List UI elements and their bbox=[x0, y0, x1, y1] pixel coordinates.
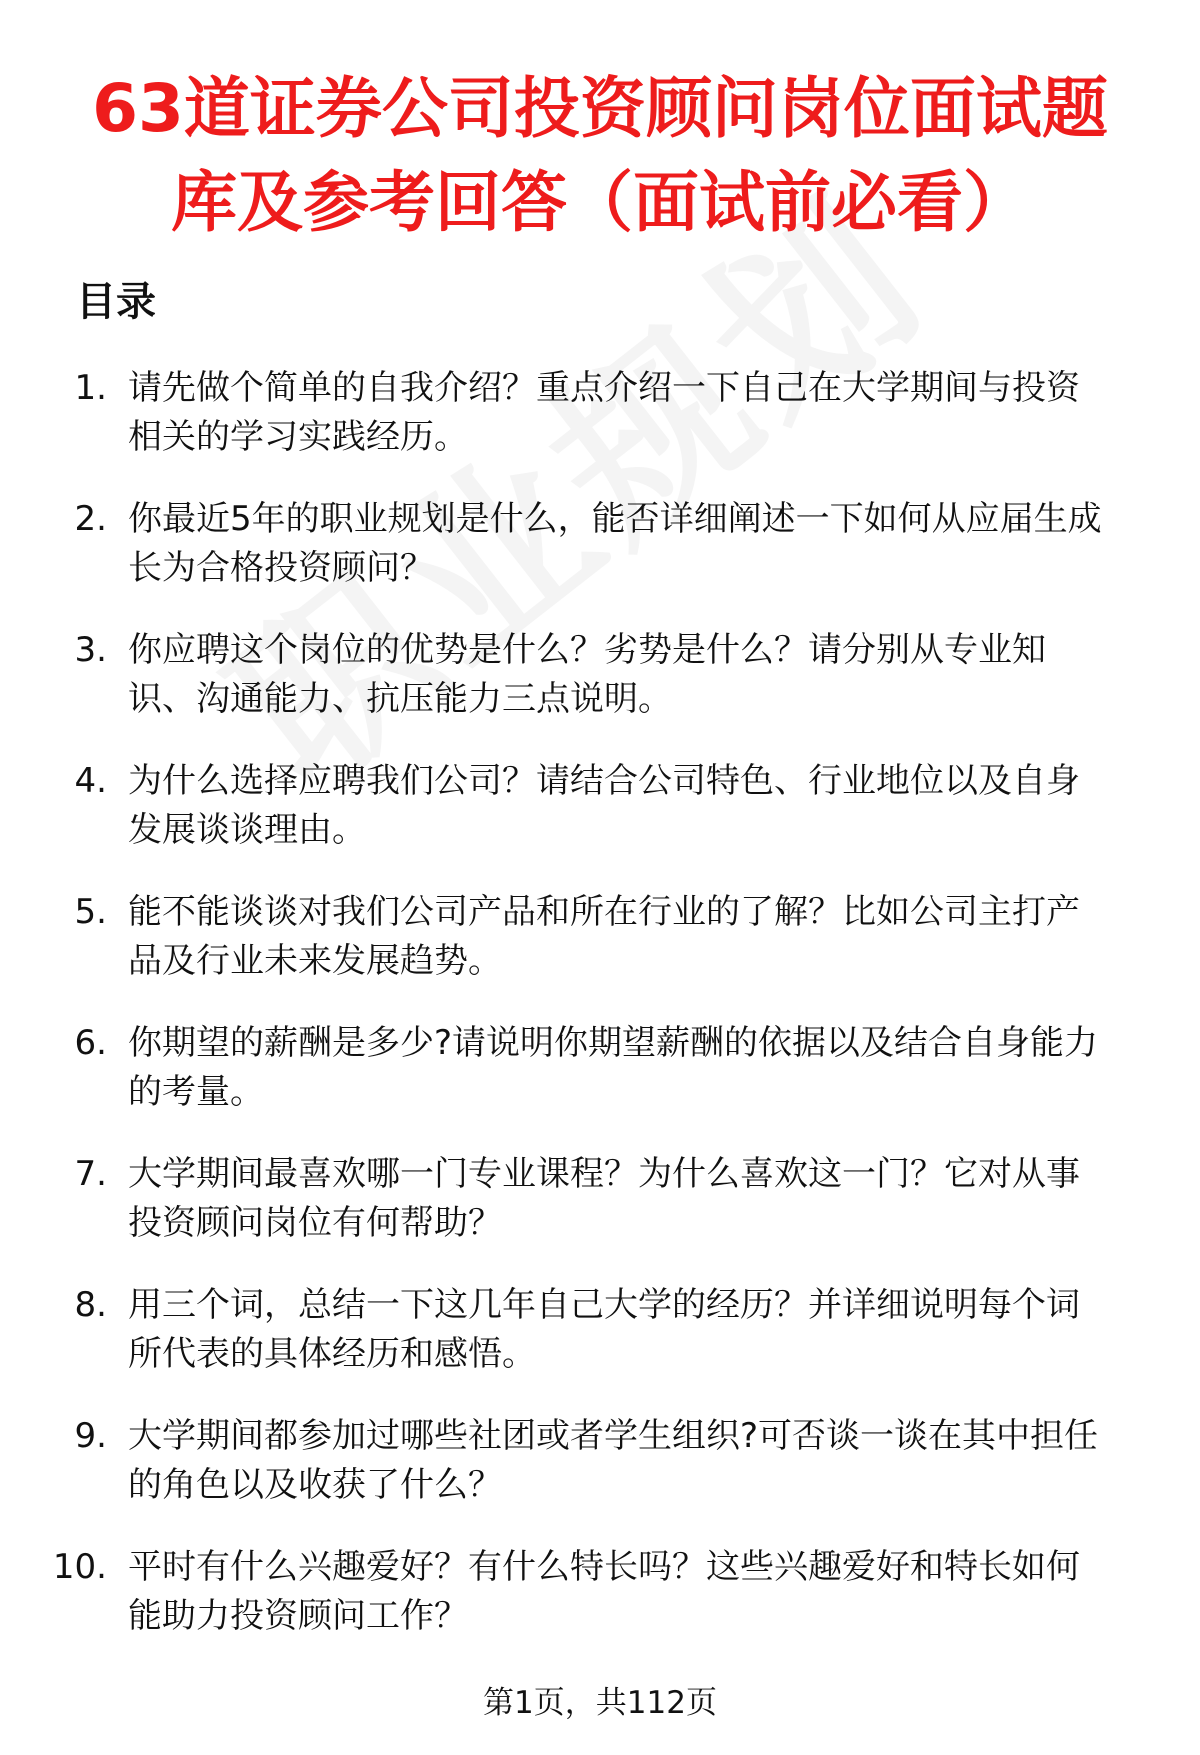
question-text: 你期望的薪酬是多少?请说明你期望薪酬的依据以及结合自身能力 的考量。 bbox=[128, 1023, 1099, 1112]
question-text: 你最近5年的职业规划是什么，能否详细阐述一下如何从应届生成 长为合格投资顾问？ bbox=[128, 499, 1102, 588]
question-text: 你应聘这个岗位的优势是什么？劣势是什么？请分别从专业知 识、沟通能力、抗压能力三点说明。 bbox=[128, 630, 1046, 719]
question-text: 平时有什么兴趣爱好？有什么特长吗？这些兴趣爱好和特长如何 能助力投资顾问工作？ bbox=[128, 1547, 1080, 1636]
question-text: 请先做个简单的自我介绍？重点介绍一下自己在大学期间与投资 相关的学习实践经历。 bbox=[128, 368, 1080, 457]
toc-item-1 bbox=[0, 364, 1200, 495]
toc-list bbox=[0, 364, 1200, 1674]
item-number: 10. bbox=[52, 1547, 107, 1587]
item-number: 7. bbox=[74, 1154, 107, 1194]
toc-item-10 bbox=[0, 1543, 1200, 1674]
toc-item-5 bbox=[0, 888, 1200, 1019]
item-number: 5. bbox=[74, 892, 107, 932]
toc-heading: 目录 bbox=[76, 279, 156, 325]
toc-item-8 bbox=[0, 1281, 1200, 1412]
item-number: 3. bbox=[74, 630, 107, 670]
toc-item-3 bbox=[0, 626, 1200, 757]
toc-item-9 bbox=[0, 1412, 1200, 1543]
question-text: 用三个词，总结一下这几年自己大学的经历？并详细说明每个词 所代表的具体经历和感悟。 bbox=[128, 1285, 1080, 1374]
toc-item-4 bbox=[0, 757, 1200, 888]
item-number: 8. bbox=[74, 1285, 107, 1325]
item-number: 1. bbox=[74, 368, 107, 408]
toc-item-2 bbox=[0, 495, 1200, 626]
item-number: 4. bbox=[74, 761, 107, 801]
question-text: 大学期间都参加过哪些社团或者学生组织?可否谈一谈在其中担任 的角色以及收获了什么？ bbox=[128, 1416, 1099, 1505]
page-title: 63道证券公司投资顾问岗位面试题 库及参考回答（面试前必看） bbox=[92, 70, 1108, 241]
item-number: 2. bbox=[74, 499, 107, 539]
question-text: 为什么选择应聘我们公司？请结合公司特色、行业地位以及自身 发展谈谈理由。 bbox=[128, 761, 1080, 850]
question-text: 能不能谈谈对我们公司产品和所在行业的了解？比如公司主打产 品及行业未来发展趋势。 bbox=[128, 892, 1080, 981]
toc-item-6 bbox=[0, 1019, 1200, 1150]
page-footer: 第1页，共112页 bbox=[483, 1685, 717, 1721]
toc-item-7 bbox=[0, 1150, 1200, 1281]
item-number: 9. bbox=[74, 1416, 107, 1456]
item-number: 6. bbox=[74, 1023, 107, 1063]
question-text: 大学期间最喜欢哪一门专业课程？为什么喜欢这一门？它对从事 投资顾问岗位有何帮助？ bbox=[128, 1154, 1080, 1243]
